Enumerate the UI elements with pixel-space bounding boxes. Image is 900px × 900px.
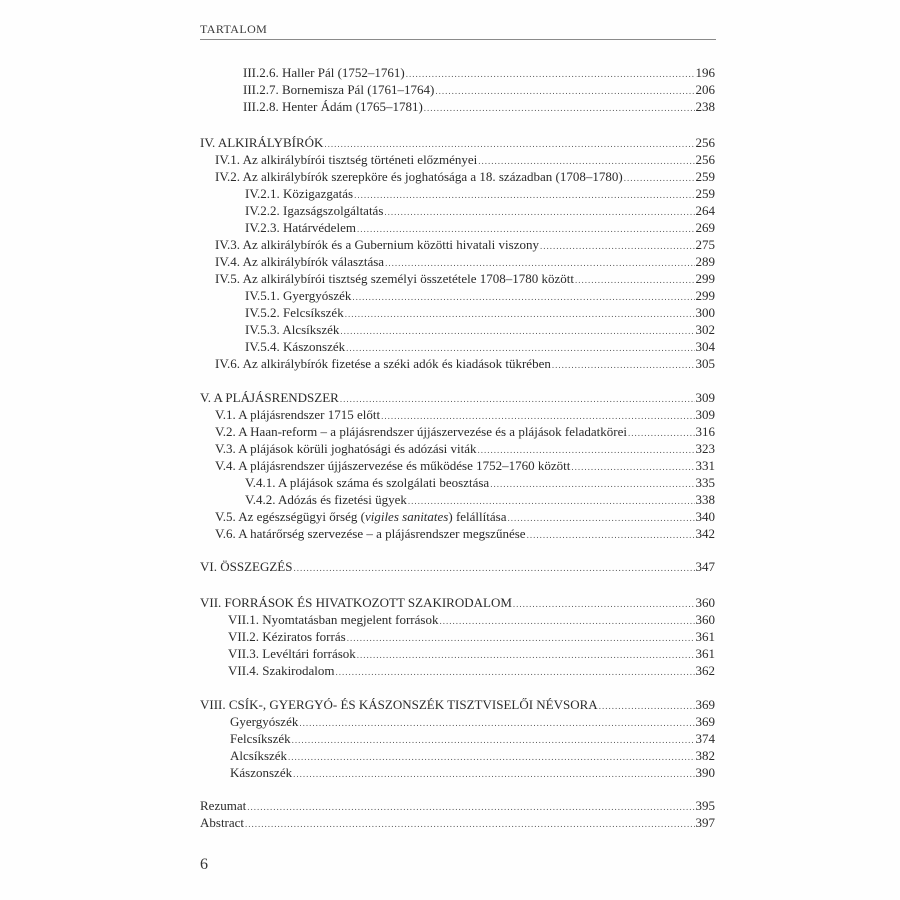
page-number: 6 — [200, 856, 208, 873]
toc-entry-label: V.4.1. A plájások száma és szolgálati beosztása — [245, 475, 490, 490]
leader-dots — [293, 765, 694, 783]
toc-entry-page: 361 — [695, 629, 715, 644]
toc-entry-page: 338 — [695, 492, 715, 507]
toc-chapter[interactable] — [200, 558, 715, 577]
toc-entry-page: 259 — [695, 169, 715, 184]
toc-entry-page: 238 — [695, 99, 715, 114]
leader-dots — [424, 99, 695, 117]
toc-entry-label: IV.3. Az alkirálybírók és a Gubernium közötti hivatali viszony — [215, 237, 539, 252]
toc-entry-page: 289 — [695, 254, 715, 269]
toc-entry-page: 269 — [695, 220, 715, 235]
toc-entry-page: 395 — [695, 798, 715, 813]
toc-entry-page: 323 — [695, 441, 715, 456]
toc-entry-page: 361 — [695, 646, 715, 661]
toc-entry-page: 305 — [695, 356, 715, 371]
toc-entry-page: 382 — [695, 748, 715, 763]
toc-entry-label: III.2.7. Bornemisza Pál (1761–1764) — [243, 82, 435, 97]
toc-entry[interactable] — [243, 98, 715, 117]
toc-entry-label: IV.2. Az alkirálybírók szerepköre és joghatósága a 18. században (1708–1780) — [215, 169, 623, 184]
toc-entry-label: VII.2. Kéziratos forrás — [228, 629, 346, 644]
toc-entry-page: 264 — [695, 203, 715, 218]
toc-entry-label: III.2.6. Haller Pál (1752–1761) — [243, 65, 405, 80]
toc-chapter[interactable] — [200, 814, 715, 833]
toc-entry-label: V.4. A plájásrendszer újjászervezése és működése 1752–1760 között — [215, 458, 571, 473]
leader-dots — [336, 663, 695, 681]
toc-entry-page: 302 — [695, 322, 715, 337]
toc-entry-page: 369 — [695, 714, 715, 729]
toc-entry-label-pre: V.5. Az egészségügyi őrség ( — [215, 509, 365, 524]
toc-entry-page: 360 — [695, 612, 715, 627]
toc-entry-label: V.2. A Haan-reform – a plájásrendszer újjászervezése és a plájások feladatkörei — [215, 424, 627, 439]
toc-entry-page: 259 — [695, 186, 715, 201]
toc-entry-page: 304 — [695, 339, 715, 354]
toc-entry[interactable] — [228, 662, 715, 681]
toc-entry-page: 256 — [695, 135, 715, 150]
toc-entry-page: 347 — [695, 559, 715, 574]
toc-entry-page: 362 — [695, 663, 715, 678]
toc-entry-label: V. A PLÁJÁSRENDSZER — [200, 390, 339, 405]
leader-dots — [527, 526, 695, 544]
toc-entry-page: 342 — [695, 526, 715, 541]
toc-entry-label: V.3. A plájások körüli joghatósági és adózási viták — [215, 441, 477, 456]
toc-entry-label: Gyergyószék — [230, 714, 299, 729]
toc-entry-page: 397 — [695, 815, 715, 830]
toc-entry-label: IV.5.3. Alcsíkszék — [245, 322, 340, 337]
leader-dots — [245, 815, 694, 833]
toc-entry-label: Alcsíkszék — [230, 748, 288, 763]
toc-entry[interactable] — [230, 764, 715, 783]
toc-entry-page: 299 — [695, 288, 715, 303]
toc-entry-page: 275 — [695, 237, 715, 252]
toc-entry-label — [215, 508, 506, 526]
toc-entry-label-post: ) felállítása — [448, 509, 507, 524]
toc-entry-label: Rezumat — [200, 798, 247, 813]
toc-entry-label: IV.2.1. Közigazgatás — [245, 186, 354, 201]
toc-entry-label-italic: vigiles sanitates — [364, 509, 449, 524]
toc-entry[interactable] — [215, 355, 715, 374]
toc-entry-label: V.4.2. Adózás és fizetési ügyek — [245, 492, 407, 507]
toc-entry-label: V.1. A plájásrendszer 1715 előtt — [215, 407, 381, 422]
toc-entry-page: 206 — [695, 82, 715, 97]
toc-entry-page: 390 — [695, 765, 715, 780]
toc-entry-label: IV.5. Az alkirálybírói tisztség személyi összetétele 1708–1780 között — [215, 271, 574, 286]
toc-entry-page: 256 — [695, 152, 715, 167]
toc-entry-page: 309 — [695, 390, 715, 405]
toc-entry-label: IV.2.2. Igazságszolgáltatás — [245, 203, 384, 218]
toc-entry-page: 299 — [695, 271, 715, 286]
toc-entry-label: VI. ÖSSZEGZÉS — [200, 559, 293, 574]
toc-entry-label: IV. ALKIRÁLYBÍRÓK — [200, 135, 324, 150]
toc-entry-label: IV.5.4. Kászonszék — [245, 339, 346, 354]
toc-entry-page: 316 — [695, 424, 715, 439]
toc-entry-label: IV.6. Az alkirálybírók fizetése a széki adók és kiadások tükrében — [215, 356, 551, 371]
toc-entry-page: 360 — [695, 595, 715, 610]
toc-entry-page: 374 — [695, 731, 715, 746]
toc-entry-label: IV.1. Az alkirálybírói tisztség történeti előzményei — [215, 152, 478, 167]
toc-entry-label: VII.3. Levéltári források — [228, 646, 356, 661]
toc-entry-page: 196 — [695, 65, 715, 80]
toc-entry-page: 335 — [695, 475, 715, 490]
leader-dots — [552, 356, 695, 374]
toc-entry-label: VIII. CSÍK-, GYERGYÓ- ÉS KÁSZONSZÉK TISZTVISELŐI NÉVSORA — [200, 697, 598, 712]
toc-entry-label: III.2.8. Henter Ádám (1765–1781) — [243, 99, 423, 114]
toc-entry-label: V.6. A határőrség szervezése – a plájásrendszer megszűnése — [215, 526, 526, 541]
toc-entry-label: VII. FORRÁSOK ÉS HIVATKOZOTT SZAKIRODALOM — [200, 595, 512, 610]
toc-entry-page: 340 — [695, 509, 715, 524]
toc-entry-label: IV.5.2. Felcsíkszék — [245, 305, 344, 320]
toc-entry-label: VII.4. Szakirodalom — [228, 663, 335, 678]
toc-entry-page: 309 — [695, 407, 715, 422]
running-header: TARTALOM — [200, 22, 716, 40]
toc-entry-label: VII.1. Nyomtatásban megjelent források — [228, 612, 439, 627]
toc-entry-label: Kászonszék — [230, 765, 293, 780]
toc-entry[interactable] — [215, 525, 715, 544]
toc-entry-label: IV.2.3. Határvédelem — [245, 220, 356, 235]
toc-entry-page: 300 — [695, 305, 715, 320]
toc-entry-label: IV.4. Az alkirálybírók választása — [215, 254, 385, 269]
toc-entry-label: IV.5.1. Gyergyószék — [245, 288, 352, 303]
toc-entry-label: Abstract — [200, 815, 245, 830]
toc-entry-page: 331 — [695, 458, 715, 473]
toc-entry-label: Felcsíkszék — [230, 731, 291, 746]
toc-entry-page: 369 — [695, 697, 715, 712]
leader-dots — [293, 559, 694, 577]
